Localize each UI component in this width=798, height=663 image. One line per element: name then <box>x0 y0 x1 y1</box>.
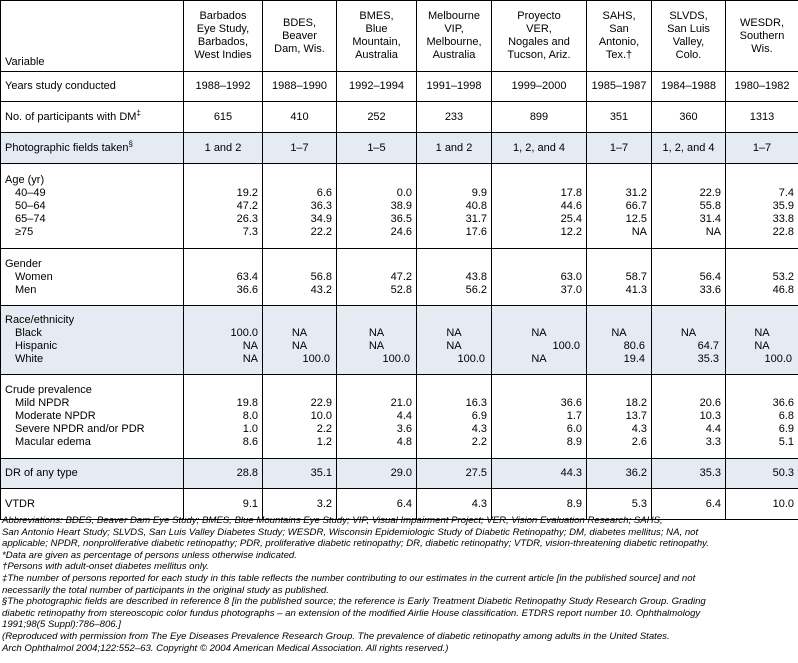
table-cell: 20.6 10.3 4.4 3.3 <box>652 375 726 459</box>
header-row <box>1 1 798 72</box>
table-cell: 351 <box>587 102 652 133</box>
table-cell: 16.3 6.9 4.3 2.2 <box>417 375 492 459</box>
table-cell: NA NA 100.0 <box>417 306 492 375</box>
table-cell: 1980–1982 <box>726 72 798 102</box>
sub-label: Moderate NPDR <box>15 410 96 422</box>
table-cell: 47.2 52.8 <box>337 249 417 306</box>
table-cell: 29.0 <box>337 459 417 489</box>
table-cell: 35.3 <box>652 459 726 489</box>
table-cell: 36.6 1.7 6.0 8.9 <box>492 375 587 459</box>
study-header-proyecto-ver: Proyecto VER, Nogales and Tucson, Ariz. <box>492 1 587 72</box>
variable-header: Variable <box>1 1 184 72</box>
table-cell: 1999–2000 <box>492 72 587 102</box>
participants-row <box>1 102 798 133</box>
study-header-melbourne: Melbourne VIP, Melbourne, Australia <box>417 1 492 72</box>
table-cell: 7.4 35.9 33.8 22.8 <box>726 164 798 249</box>
sub-label: Macular edema <box>15 436 91 448</box>
table-cell: 1–5 <box>337 133 417 164</box>
group-label <box>1 375 184 459</box>
study-header-wesdr: WESDR, Southern Wis. <box>726 1 798 72</box>
years-row <box>1 72 798 102</box>
sub-label: White <box>15 353 44 365</box>
study-header-sahs: SAHS, San Antonio, Tex.† <box>587 1 652 72</box>
table-cell: 410 <box>263 102 337 133</box>
table-cell: 8.9 <box>492 489 587 520</box>
table-cell: 10.0 <box>726 489 798 520</box>
group-title: Age (yr) <box>5 173 45 186</box>
table-cell: 28.8 <box>184 459 263 489</box>
table-cell: 53.2 46.8 <box>726 249 798 306</box>
source-note: (Reproduced with permission from The Eye Diseases Prevalence Research Group. The prevalence of diabetic retinopathy among adults in the United States. Arch Ophthalmol 2004;122:552–63. Copyright © 2004 American Medical Association. All rights reserved.) <box>2 630 670 654</box>
table-cell: 252 <box>337 102 417 133</box>
table-cell: NA NA 100.0 <box>337 306 417 375</box>
group-label <box>1 306 184 375</box>
table-cell: 1992–1994 <box>337 72 417 102</box>
sub-label: Hispanic <box>15 340 58 352</box>
group-label <box>1 164 184 249</box>
section-note: §The photographic fields are described in reference 8 [in the published source; the reference is Early Treatment Diabetic Retinopathy Study Research Group. Grading diabetic retinopathy from stereoscopic color fundus photographs – an extension of the modified Airlie House classification. ETDRS report number 10. Ophthalmology 1991;98(5 Suppl):786–806.] <box>2 596 706 631</box>
study-header-slvds: SLVDS, San Luis Valley, Colo. <box>652 1 726 72</box>
table-cell: 56.8 43.2 <box>263 249 337 306</box>
table-cell: 615 <box>184 102 263 133</box>
table-cell: 100.0 NA NA <box>184 306 263 375</box>
table-cell: 5.3 <box>587 489 652 520</box>
table-cell: 63.4 36.6 <box>184 249 263 306</box>
table-cell: 17.8 44.6 25.4 12.2 <box>492 164 587 249</box>
group-label <box>1 249 184 306</box>
sub-label: Men <box>15 283 37 296</box>
table-cell: 4.3 <box>417 489 492 520</box>
sub-label: 40–49 <box>15 186 46 199</box>
star-note: *Data are given as percentage of persons unless otherwise indicated. <box>2 549 297 561</box>
sub-label: Black <box>15 327 42 339</box>
table-cell: 1984–1988 <box>652 72 726 102</box>
table-cell: 1, 2, and 4 <box>652 133 726 164</box>
table-cell: 1991–1998 <box>417 72 492 102</box>
row-label: Years study conducted <box>1 72 184 102</box>
race-group <box>1 306 798 375</box>
sub-label: Mild NPDR <box>15 397 70 409</box>
sub-label: ≥75 <box>15 225 34 238</box>
table-cell: 43.8 56.2 <box>417 249 492 306</box>
sub-label: 65–74 <box>15 212 46 225</box>
table-cell: 9.1 <box>184 489 263 520</box>
table-cell: 50.3 <box>726 459 798 489</box>
table-cell: 1 and 2 <box>184 133 263 164</box>
crude-group <box>1 375 798 459</box>
abbreviations-note: Abbreviations: BDES, Beaver Dam Eye Study; BMES, Blue Mountains Eye Study; VIP, Visual Impairment Project; VER, Vision Evaluation Research; SAHS, San Antonio Heart Study; SLVDS, San Luis Valley Diabetes Study; WESDR, Wisconsin Epidemiologic Study of Diabetic Retinopathy; DM, diabetes mellitus; NA, not applicable; NPDR, nonproliferative diabetic retinopathy; PDR, proliferative diabetic retinopathy; DR, diabetic retinopathy; VTDR, vision-threatening diabetic retinopathy. <box>2 515 709 550</box>
table-cell: NA 64.7 35.3 <box>652 306 726 375</box>
group-title: Crude prevalence <box>5 384 92 396</box>
table-cell: 1–7 <box>726 133 798 164</box>
table-cell: 1 and 2 <box>417 133 492 164</box>
table-cell: 56.4 33.6 <box>652 249 726 306</box>
study-header-bdes: BDES, Beaver Dam, Wis. <box>263 1 337 72</box>
study-header-bmes: BMES, Blue Mountain, Australia <box>337 1 417 72</box>
table-cell: 1988–1992 <box>184 72 263 102</box>
dagger-note: †Persons with adult-onset diabetes mellitus only. <box>2 561 209 573</box>
group-title: Gender <box>5 257 42 270</box>
table-cell: NA NA 100.0 <box>726 306 798 375</box>
table-cell: 6.6 36.3 34.9 22.2 <box>263 164 337 249</box>
table-cell: 1, 2, and 4 <box>492 133 587 164</box>
table-cell: NA NA 100.0 <box>263 306 337 375</box>
table-cell: 36.2 <box>587 459 652 489</box>
table-cell: 21.0 4.4 3.6 4.8 <box>337 375 417 459</box>
gender-group <box>1 249 798 306</box>
table-cell: 3.2 <box>263 489 337 520</box>
table-cell: 899 <box>492 102 587 133</box>
table-cell: 9.9 40.8 31.7 17.6 <box>417 164 492 249</box>
table-cell: 1–7 <box>263 133 337 164</box>
table-cell: 63.0 37.0 <box>492 249 587 306</box>
sub-label: Severe NPDR and/or PDR <box>15 423 145 435</box>
table-footnotes <box>2 515 796 654</box>
table-cell: 27.5 <box>417 459 492 489</box>
table-cell: NA 80.6 19.4 <box>587 306 652 375</box>
sub-label: 50–64 <box>15 199 46 212</box>
group-title: Race/ethnicity <box>5 314 75 326</box>
table-cell: 1–7 <box>587 133 652 164</box>
fields-row <box>1 133 798 164</box>
row-label: Photographic fields taken§ <box>1 133 184 164</box>
row-label: VTDR <box>1 489 184 520</box>
table-cell: 22.9 10.0 2.2 1.2 <box>263 375 337 459</box>
table-cell: 36.6 6.8 6.9 5.1 <box>726 375 798 459</box>
table-cell: 6.4 <box>337 489 417 520</box>
table-cell: 22.9 55.8 31.4 NA <box>652 164 726 249</box>
table-cell: 19.2 47.2 26.3 7.3 <box>184 164 263 249</box>
table-cell: 19.8 8.0 1.0 8.6 <box>184 375 263 459</box>
table-cell: 360 <box>652 102 726 133</box>
double-dagger-note: ‡The number of persons reported for each study in this table reflects the number contributing to our estimates in the current article [in the published source] and not necessarily the total number of participants in the original study as published. <box>2 572 696 596</box>
table-cell: 44.3 <box>492 459 587 489</box>
table-cell: 35.1 <box>263 459 337 489</box>
table-cell: 233 <box>417 102 492 133</box>
table-cell: 1985–1987 <box>587 72 652 102</box>
sub-label: Women <box>15 270 53 283</box>
row-label: DR of any type <box>1 459 184 489</box>
age-group <box>1 164 798 249</box>
table-cell: NA 100.0 NA <box>492 306 587 375</box>
table-cell: 18.2 13.7 4.3 2.6 <box>587 375 652 459</box>
table-cell: 58.7 41.3 <box>587 249 652 306</box>
table-cell: 31.2 66.7 12.5 NA <box>587 164 652 249</box>
table-cell: 0.0 38.9 36.5 24.6 <box>337 164 417 249</box>
table-cell: 1988–1990 <box>263 72 337 102</box>
dr-any-row <box>1 459 798 489</box>
table-cell: 6.4 <box>652 489 726 520</box>
study-header-barbados: Barbados Eye Study, Barbados, West Indies <box>184 1 263 72</box>
table-cell: 1313 <box>726 102 798 133</box>
row-label: No. of participants with DM‡ <box>1 102 184 133</box>
